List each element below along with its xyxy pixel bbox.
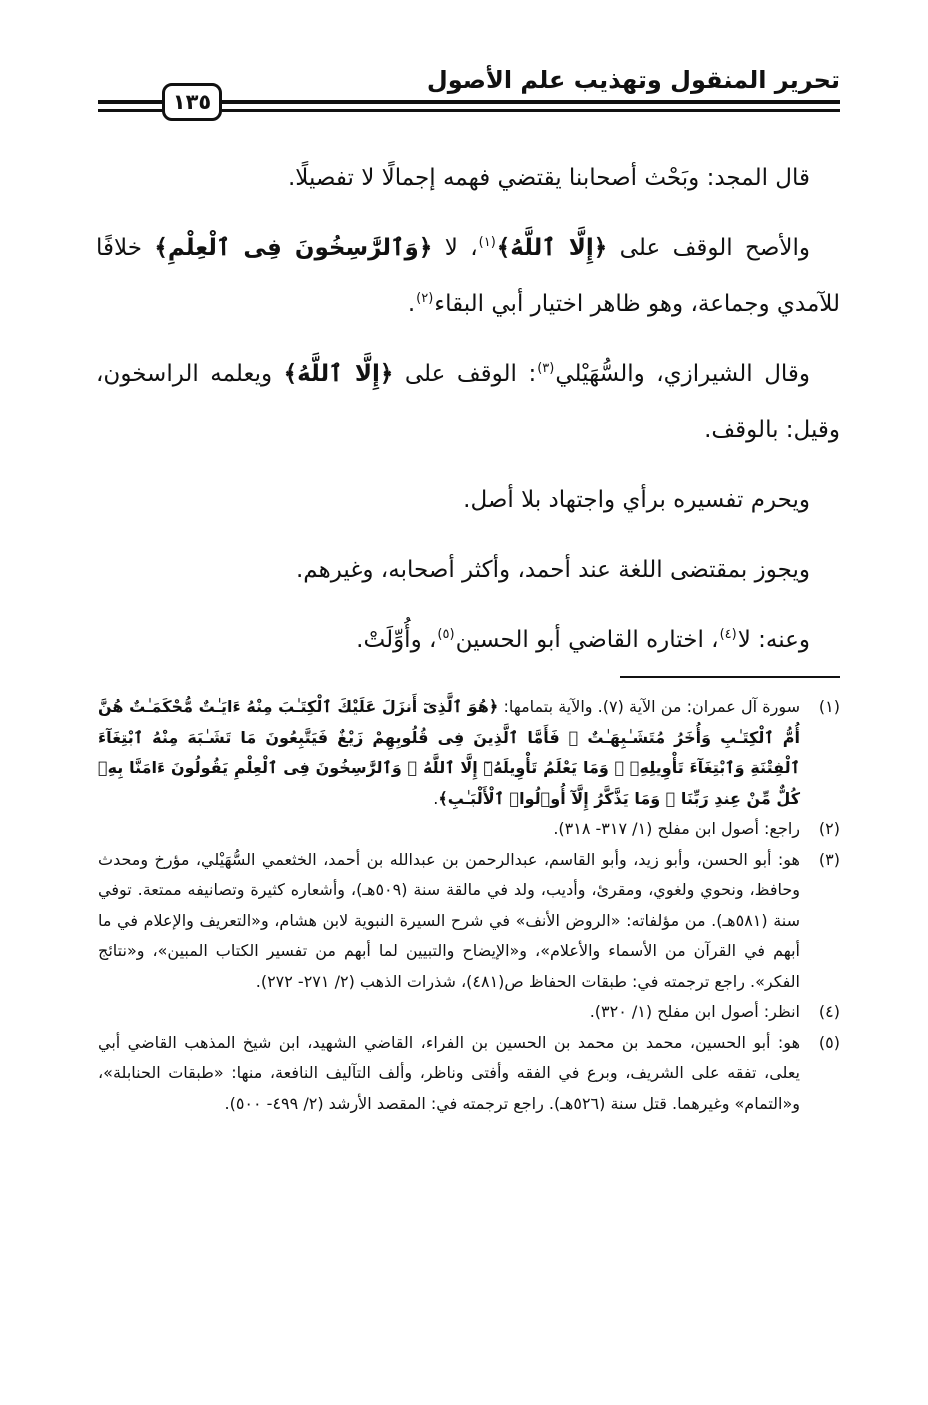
footnote-number: (١)	[818, 697, 840, 716]
footnotes	[98, 692, 840, 1119]
quran-verse: هُوَ ٱلَّذِىٓ أَنزَلَ عَلَيْكَ ٱلْكِتَـٰبَ مِنْهُ ءَايَـٰتٌ مُّحْكَمَـٰتٌ هُنَّ أُمُّ ٱلْكِتَـٰبِ وَأُخَرُ مُتَشَـٰبِهَـٰتٌ ۖ فَأَمَّا ٱلَّذِينَ فِى قُلُوبِهِمْ زَيْغٌ فَيَتَّبِعُونَ مَا تَشَـٰبَهَ مِنْهُ ٱبْتِغَآءَ ٱلْفِتْنَةِ وَٱبْتِغَآءَ تَأْوِيلِهِۦ ۗ وَمَا يَعْلَمُ تَأْوِيلَهُۥٓ إِلَّا ٱللَّهُ ۗ وَٱلرَّٰسِخُونَ فِى ٱلْعِلْمِ يَقُولُونَ ءَامَنَّا بِهِۦ كُلٌّ مِّنْ عِندِ رَبِّنَا ۗ وَمَا يَذَّكَّرُ إِلَّآ أُو۟لُوا۟ ٱلْأَلْبَـٰبِ	[98, 697, 800, 808]
footnote-ref-1[interactable]: (١)	[478, 235, 496, 250]
p2-text-c: خلافًا للآمدي وجماعة، وهو ظاهر اختيار أبي البقاء	[96, 235, 840, 317]
footnote-separator	[620, 676, 840, 678]
header-rule-right	[222, 100, 840, 112]
header-rule-left	[98, 100, 164, 112]
footnote-ref-4[interactable]: (٤)	[719, 627, 737, 642]
footnote-ref-2[interactable]: (٢)	[416, 291, 434, 306]
paragraph-6	[96, 612, 840, 668]
footnote-number: (٢)	[818, 819, 840, 838]
footnote-ref-5[interactable]: (٥)	[437, 627, 455, 642]
paragraph-4: ويحرم تفسيره برأي واجتهاد بلا أصل.	[463, 487, 810, 513]
footnote-1	[98, 692, 840, 814]
p3-text-b: : الوقف على	[404, 361, 537, 387]
footnote-1-post: .	[433, 788, 439, 808]
quran-quote: وَٱلرَّٰسِخُونَ فِى ٱلْعِلْمِ	[167, 235, 419, 261]
footnote-5	[98, 1028, 840, 1120]
footnote-text: هو: أبو الحسين، محمد بن محمد بن الحسين بن الفراء، القاضي الشهيد، ابن شيخ المذهب القاضي أبي يعلى، تفقه على الشريف، وبرع في الفقه وأفتى وناظر، وألف التآليف النافعة، منها: «طبقات الحنابلة»، و«التمام» وغيرهما. قتل سنة (٥٢٦هـ). راجع ترجمته في: المقصد الأرشد (٢/ ٤٩٩- ٥٠٠).	[98, 1032, 800, 1113]
footnote-text: انظر: أصول ابن مفلح (١/ ٣٢٠).	[589, 1002, 800, 1021]
ornate-bracket-open: ﴿	[379, 361, 394, 387]
p2-text-a: والأصح الوقف على	[619, 235, 811, 261]
paragraph-1: قال المجد: وبَحْث أصحابنا يقتضي فهمه إجمالًا لا تفصيلًا.	[287, 165, 810, 191]
p2-text-d: .	[407, 291, 416, 317]
ornate-bracket-open: ﴿	[418, 235, 433, 261]
ornate-bracket-open: ﴿	[593, 235, 608, 261]
footnote-2	[98, 814, 840, 845]
page-header	[98, 58, 840, 130]
paragraph-5: ويجوز بمقتضى اللغة عند أحمد، وأكثر أصحابه، وغيرهم.	[295, 557, 810, 583]
ornate-bracket-close: ﴾	[438, 788, 448, 808]
footnote-text: راجع: أصول ابن مفلح (١/ ٣١٧- ٣١٨).	[553, 819, 800, 838]
p6-text-b: ، اختاره القاضي أبو الحسين	[455, 627, 719, 653]
ornate-bracket-open: ﴿	[488, 697, 499, 716]
footnote-1-pre: سورة آل عمران: من الآية (٧). والآية بتمامها:	[503, 697, 801, 716]
footnote-number: (٤)	[818, 1002, 840, 1021]
footnote-text: هو: أبو الحسن، وأبو زيد، وأبو القاسم، عبدالرحمن بن عبدالله بن أحمد، الخثعمي السُّهَيْلي، مؤرخ ومحدث وحافظ، ونحوي ولغوي، ومقرئ، وأديب، ولد في مالقة سنة (٥٠٩هـ)، وأشعاره كثيرة وتصانيفه ممتعة. توفي سنة (٥٨١هـ). من مؤلفاته: «الروض الأنف» في شرح السيرة النبوية لابن هشام، و«التعريف والإعلام في ما أبهم في القرآن من الأسماء والأعلام»، و«الإيضاح والتبيين لما أبهم من تفسير الكتاب المبين»، و«نتائج الفكر». راجع ترجمته في: طبقات الحفاظ ص(٤٨١)، شذرات الذهب (٢/ ٢٧١- ٢٧٢).	[98, 849, 801, 991]
ornate-bracket-close: ﴾	[496, 235, 511, 261]
footnote-ref-3[interactable]: (٣)	[537, 361, 555, 376]
p3-text-a: وقال الشيرازي، والسُّهَيْلي	[555, 361, 811, 387]
main-text	[96, 150, 840, 682]
paragraph-2	[96, 220, 840, 332]
p6-text-a: وعنه: لا	[737, 627, 810, 653]
footnote-number: (٥)	[818, 1032, 840, 1052]
p2-text-b: ، لا	[444, 235, 478, 261]
paragraph-3	[96, 346, 840, 458]
footnote-text	[98, 692, 800, 814]
quran-quote: إِلَّا ٱللَّهُ	[510, 235, 594, 261]
p6-text-c: ، وأُوِّلَتْ.	[356, 627, 437, 653]
footnote-3	[98, 845, 840, 998]
p3-text-c: ويعلمه الراسخون، وقيل: بالوقف.	[96, 361, 840, 443]
quran-quote: إِلَّا ٱللَّهُ	[297, 361, 380, 387]
footnote-number: (٣)	[818, 849, 840, 869]
running-title: تحرير المنقول وتهذيب علم الأصول	[426, 66, 840, 94]
ornate-bracket-close: ﴾	[283, 361, 298, 387]
ornate-bracket-close: ﴾	[154, 235, 168, 261]
page-number: ١٣٥	[162, 83, 222, 121]
footnote-4	[98, 997, 840, 1028]
